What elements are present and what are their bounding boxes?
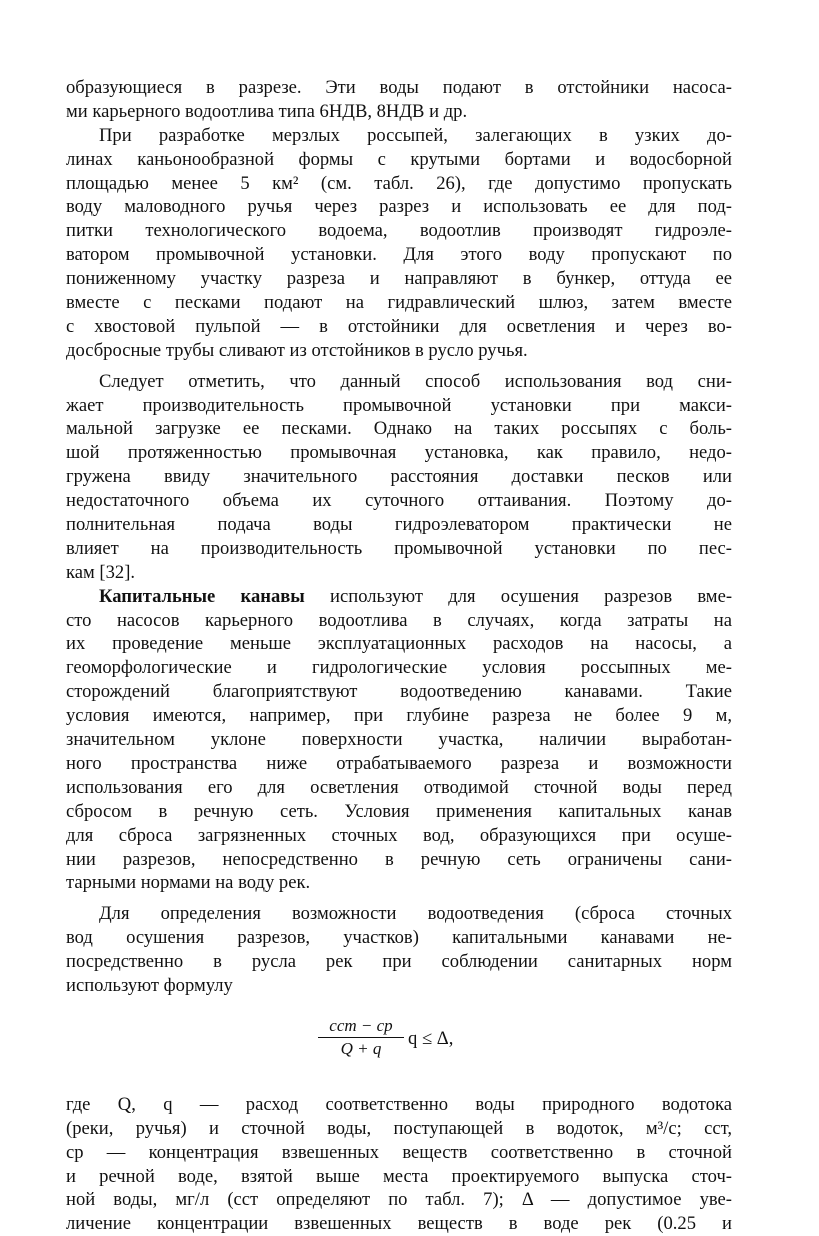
text-line: тарными нормами на воду рек. [66,872,311,894]
text-line: их проведение меньше эксплуатационных расходов на насосы, а [66,633,732,655]
text-line: досбросные трубы сливают из отстойников в русло ручья. [66,339,528,361]
text-line: используют формулу [66,974,233,996]
text-line: условия имеются, например, при глубине разреза не более 9 м, [66,705,732,727]
text-line: сто насосов карьерного водоотлива в случаях, когда затраты на [66,609,732,631]
text-line: жает производительность промывочной установки при макси- [66,394,732,416]
text-line: полнительная подача воды гидроэлеватором практически не [66,514,732,536]
text-line: cр — концентрация взвешенных веществ соответственно в сточной [66,1141,732,1163]
formula-rhs: q ≤ Δ, [408,1027,454,1049]
text-line: При разработке мерзлых россыпей, залегающих в узких до- [99,124,732,146]
formula-fraction [318,1016,404,1059]
text-line: вод осушения разрезов, участков) капитальными канавами не- [66,927,732,949]
text-span: используют для осушения разрезов вме- [304,585,732,607]
text-line: для сброса загрязненных сточных вод, образующихся при осуше- [66,824,732,846]
formula-numerator: cст − cр [318,1016,404,1038]
text-line: пониженному участку разреза и направляют в бункер, оттуда ее [66,268,732,290]
formula [66,998,732,1093]
text-line: (реки, ручья) и сточной воды, поступающей в водоток, м³/с; cст, [66,1117,732,1139]
text-line: кам [32]. [66,561,136,583]
text-line: площадью менее 5 км² (см. табл. 26), где допустимо пропускать [66,172,732,194]
term-heading: Капитальные канавы [99,585,305,607]
text-line: ватором промывочной установки. Для этого воду пропускают по [66,244,732,266]
text-line: влияет на производительность промывочной установки по пес- [66,537,732,559]
text-line: значительном уклоне поверхности участка, наличии выработан- [66,729,732,751]
paragraph-3 [66,370,732,585]
paragraph-2 [66,124,732,363]
text-line: геоморфологические и гидрологические условия россыпных ме- [66,657,732,679]
text-line: мальной загрузке ее песками. Однако на таких россыпях с боль- [66,418,732,440]
paragraph-4 [66,585,732,896]
text-line: с хвостовой пульпой — в отстойники для осветления и через во- [66,315,732,337]
text-line: посредственно в русла рек при соблюдении санитарных норм [66,951,732,973]
page-body [66,76,732,1236]
text-line: образующиеся в разрезе. Эти воды подают в отстойники насоса- [66,77,732,98]
text-line: сторождений благоприятствуют водоотведению канавами. Такие [66,681,732,703]
paragraph-6 [66,1093,732,1236]
text-line: где Q, q — расход соответственно воды природного водотока [66,1093,732,1115]
text-line: Для определения возможности водоотведения (сброса сточных [99,903,732,925]
text-line: питки технологического водоема, водоотлив производят гидроэле- [66,220,732,242]
text-line: Следует отметить, что данный способ использования вод сни- [99,370,732,392]
text-line: шой протяженностью промывочная установка, как правило, недо- [66,442,732,464]
text-line: ного пространства ниже отрабатываемого разреза и возможности [66,752,732,774]
text-line: нии разрезов, непосредственно в речную сеть ограничены сани- [66,848,732,870]
text-line: использования его для осветления отводимой сточной воды перед [66,776,732,798]
text-line: линах каньонообразной формы с крутыми бортами и водосборной [66,148,732,170]
formula-denominator: Q + q [340,1038,382,1058]
text-line [66,585,732,609]
text-line: вместе с песками подают на гидравлический шлюз, затем вместе [66,292,732,314]
text-line: сбросом в речную сеть. Условия применения капитальных канав [66,800,732,822]
paragraph-1 [66,76,732,124]
text-line: недостаточного объема их суточного оттаивания. Поэтому до- [66,490,732,512]
text-line: гружена ввиду значительного расстояния доставки песков или [66,466,732,488]
text-line: ми карьерного водоотлива типа 6НДВ, 8НДВ и др. [66,100,468,122]
text-line: ной воды, мг/л (cст определяют по табл. 7); Δ — допустимое уве- [66,1189,732,1211]
text-line: и речной воде, взятой выше места проектируемого выпуска сточ- [66,1165,732,1187]
text-line: личение концентрации взвешенных веществ в воде рек (0.25 и [66,1213,732,1235]
paragraph-5 [66,902,732,998]
text-line: воду маловодного ручья через разрез и использовать ее для под- [66,196,732,218]
